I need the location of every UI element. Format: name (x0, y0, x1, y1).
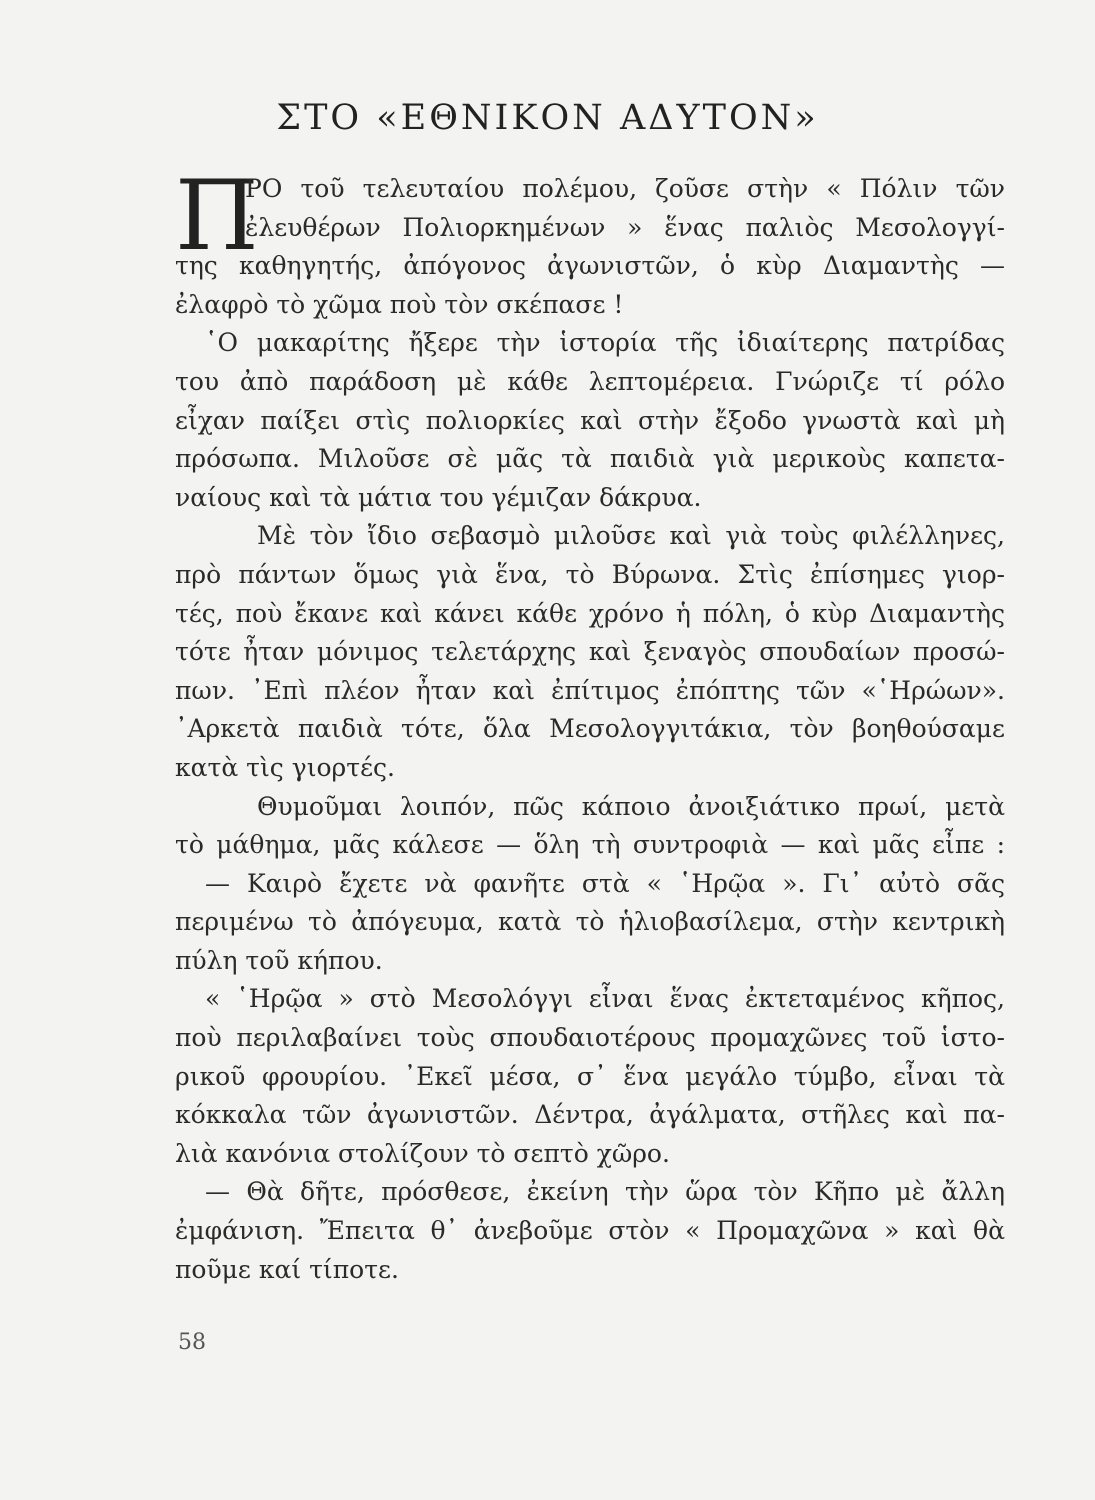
text-line: λιὰ κανόνια στολίζουν τὸ σεπτὸ χῶρο. (175, 1138, 670, 1168)
text-line: πων. ᾿Επὶ πλέον ἦταν καὶ ἐπίτιμος ἐπόπτης τῶν «῾Ηρώων». (175, 675, 1005, 705)
drop-cap: Π (175, 160, 259, 272)
text-line: του ἀπὸ παράδοση μὲ κάθε λεπτομέρεια. Γνώριζε τί ρόλο (175, 366, 1005, 396)
text-line: κατὰ τὶς γιορτές. (175, 752, 395, 782)
text-line: πρόσωπα. Μιλοῦσε σὲ μᾶς τὰ παιδιὰ γιὰ μερικοὺς καπετα- (175, 444, 1005, 474)
page-number: 58 (178, 1330, 206, 1355)
text-line: Μὲ τὸν ἴδιο σεβασμὸ μιλοῦσε καὶ γιὰ τοὺς φιλέλληνες, (257, 521, 1005, 551)
text-line: περιμένω τὸ ἀπόγευμα, κατὰ τὸ ἡλιοβασίλεμα, στὴν κεντρικὴ (175, 907, 1005, 937)
text-line: ἐμφάνιση. Ἔπειτα θ᾿ ἀνεβοῦμε στὸν « Προμαχῶνα » καὶ θὰ (175, 1216, 1005, 1246)
text-line: « ῾Ηρῷα » στὸ Μεσολόγγι εἶναι ἕνας ἐκτεταμένος κῆπος, (205, 984, 1005, 1014)
text-line: — Καιρὸ ἔχετε νὰ φανῆτε στὰ « ῾Ηρῷα ». Γι᾿ αὐτὸ σᾶς (205, 868, 1005, 898)
text-line: τές, ποὺ ἔκανε καὶ κάνει κάθε χρόνο ἡ πόλη, ὁ κὺρ Διαμαντὴς (175, 598, 1005, 628)
body-text (175, 160, 1005, 1289)
text-line: τότε ἦταν μόνιμος τελετάρχης καὶ ξεναγὸς σπουδαίων προσώ- (175, 637, 1005, 667)
text-line: εἶχαν παίξει στὶς πολιορκίες καὶ στὴν ἔξοδο γνωστὰ καὶ μὴ (175, 405, 1005, 435)
text-line: τὸ μάθημα, μᾶς κάλεσε — ὅλη τὴ συντροφιὰ — καὶ μᾶς εἶπε : (175, 830, 1005, 860)
text-line: ποῦμε καί τίποτε. (175, 1254, 399, 1284)
text-line: ΡΟ τοῦ τελευταίου πολέμου, ζοῦσε στὴν « Πόλιν τῶν (245, 174, 1005, 203)
text-line: κόκκαλα τῶν ἀγωνιστῶν. Δέντρα, ἀγάλματα, στῆλες καὶ πα- (175, 1100, 1005, 1130)
text-line: ναίους καὶ τὰ μάτια του γέμιζαν δάκρυα. (175, 482, 702, 512)
text-line: πύλη τοῦ κήπου. (175, 945, 383, 975)
chapter-title: ΣΤΟ «ΕΘΝΙΚΟΝ ΑΔΥΤΟΝ» (276, 98, 819, 138)
text-line: ποὺ περιλαβαίνει τοὺς σπουδαιοτέρους προμαχῶνες τοῦ ἱστο- (175, 1023, 1005, 1053)
text-line: Θυμοῦμαι λοιπόν, πῶς κάποιο ἀνοιξιάτικο πρωί, μετὰ (257, 791, 1005, 821)
text-line: — Θὰ δῆτε, πρόσθεσε, ἐκείνη τὴν ὥρα τὸν Κῆπο μὲ ἄλλη (205, 1177, 1005, 1207)
text-line: ἐλαφρὸ τὸ χῶμα ποὺ τὸν σκέπασε ! (175, 289, 624, 319)
text-line: της καθηγητής, ἀπόγονος ἀγωνιστῶν, ὁ κὺρ Διαμαντὴς — (175, 251, 1005, 281)
text-line: ῾Ο μακαρίτης ἤξερε τὴν ἱστορία τῆς ἰδιαίτερης πατρίδας (205, 328, 1005, 358)
text-line: ᾿Αρκετὰ παιδιὰ τότε, ὅλα Μεσολογγιτάκια, τὸν βοηθούσαμε (175, 714, 1005, 744)
text-line: ἐλευθέρων Πολιορκημένων » ἕνας παλιὸς Μεσολογγί- (245, 212, 1005, 242)
text-line: πρὸ πάντων ὅμως γιὰ ἕνα, τὸ Βύρωνα. Στὶς ἐπίσημες γιορ- (175, 559, 1005, 589)
text-line: ρικοῦ φρουρίου. ᾿Εκεῖ μέσα, σ᾿ ἕνα μεγάλο τύμβο, εἶναι τὰ (175, 1061, 1005, 1091)
